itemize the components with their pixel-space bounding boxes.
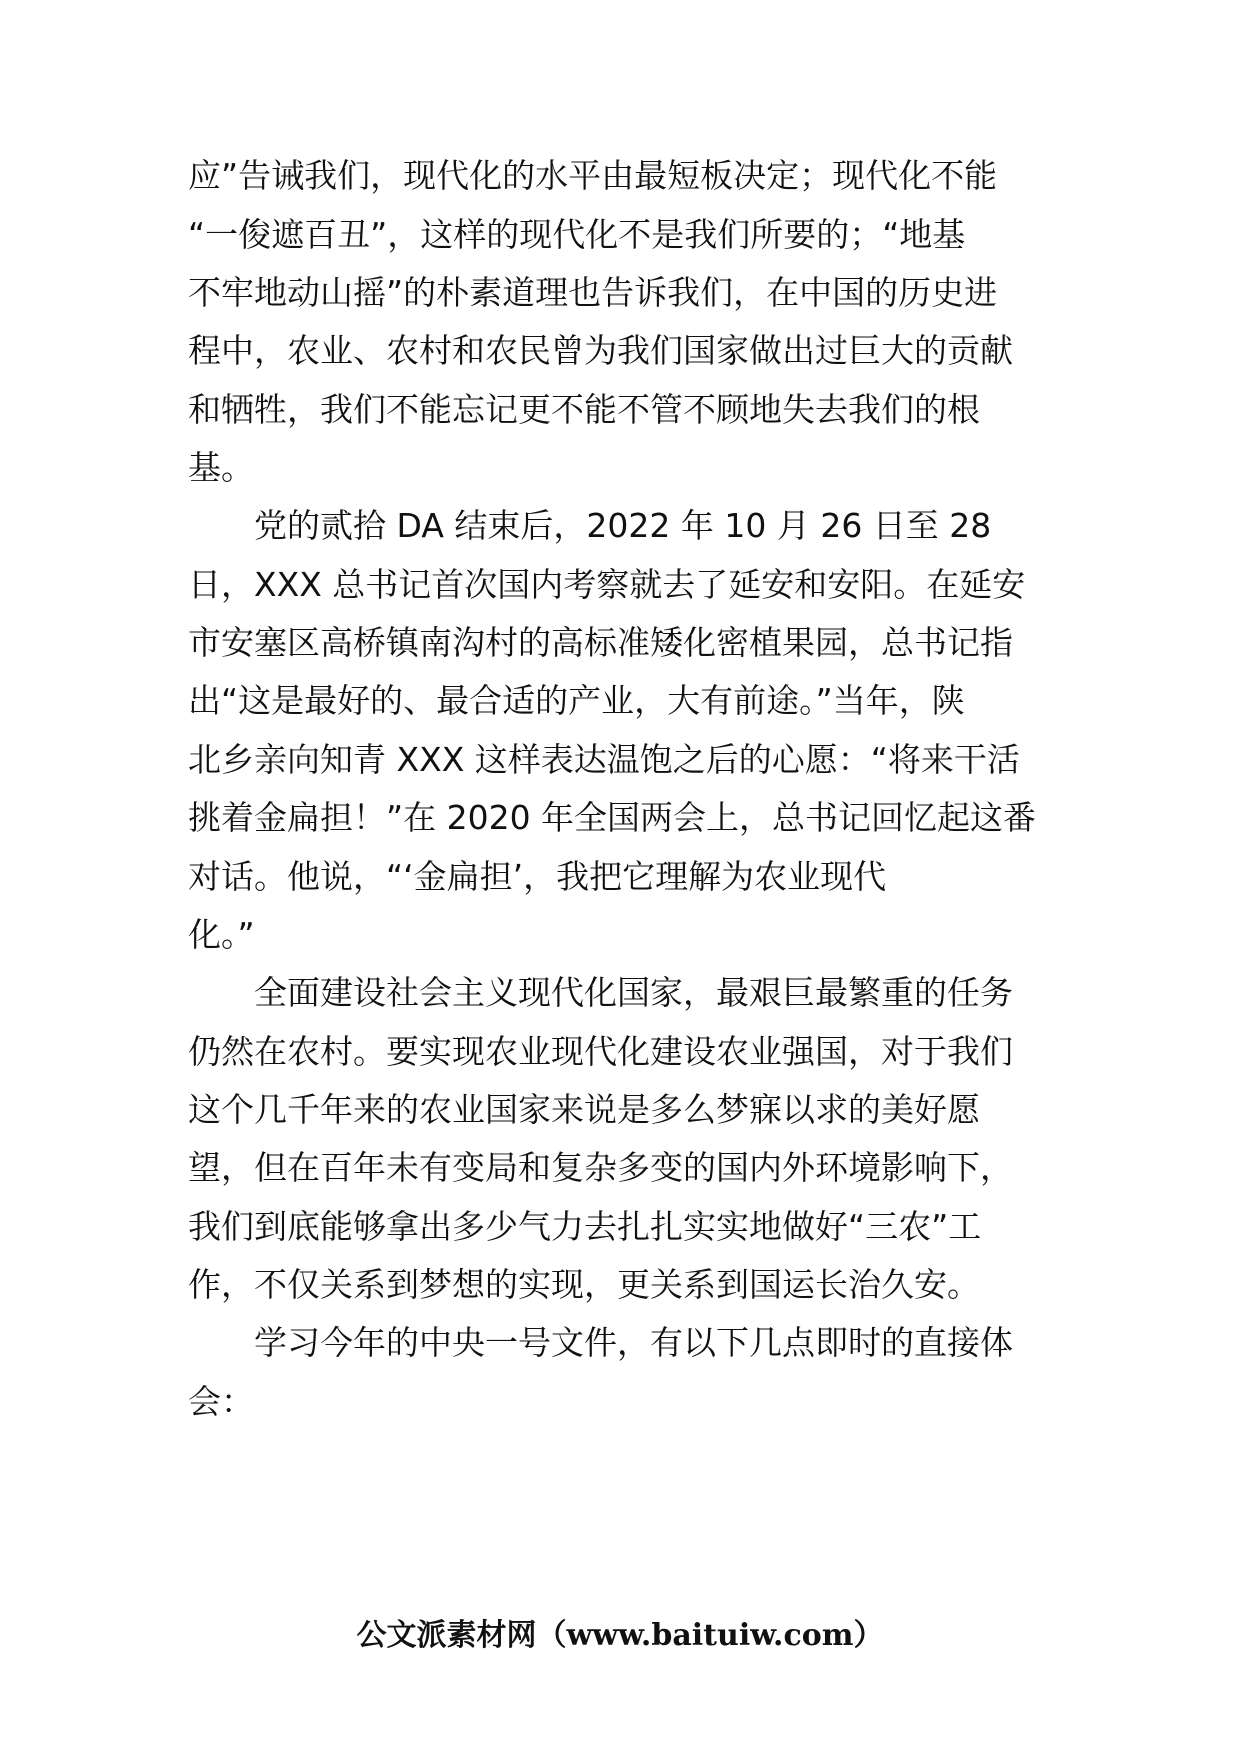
- footer-source-text: 公文派素材网（www.baituiw.com）: [356, 1618, 884, 1653]
- text-line: 程中，农业、农村和农民曾为我们国家做出过巨大的贡献: [188, 331, 1013, 370]
- text-line: 日，XXX 总书记首次国内考察就去了延安和安阳。在延安: [188, 565, 1026, 604]
- text-line: 望，但在百年未有变局和复杂多变的国内外环境影响下，: [188, 1148, 1013, 1187]
- text-line: 我们到底能够拿出多少气力去扎扎实实地做好“三农”工: [188, 1207, 982, 1246]
- text-line: 全面建设社会主义现代化国家，最艰巨最繁重的任务: [254, 973, 1013, 1012]
- text-line: 化。”: [188, 915, 255, 954]
- text-line: 仍然在农村。要实现农业现代化建设农业强国，对于我们: [188, 1032, 1013, 1071]
- text-line: 应”告诫我们，现代化的水平由最短板决定；现代化不能: [188, 156, 998, 195]
- text-line: 会：: [188, 1382, 254, 1421]
- text-line: “一俊遮百丑”，这样的现代化不是我们所要的；“地基: [188, 215, 966, 254]
- text-line: 北乡亲向知青 XXX 这样表达温饱之后的心愿：“将来干活: [188, 740, 1020, 779]
- text-line: 对话。他说，“‘金扁担’，我把它理解为农业现代: [188, 857, 887, 896]
- text-line: 党的贰拾 DA 结束后，2022 年 10 月 26 日至 28: [254, 506, 992, 545]
- text-line: 基。: [188, 448, 254, 487]
- text-line: 市安塞区高桥镇南沟村的高标准矮化密植果园，总书记指: [188, 623, 1013, 662]
- text-line: 作，不仅关系到梦想的实现，更关系到国运长治久安。: [188, 1265, 980, 1304]
- text-line: 这个几千年来的农业国家来说是多么梦寐以求的美好愿: [188, 1090, 980, 1129]
- text-line: 挑着金扁担！”在 2020 年全国两会上，总书记回忆起这番: [188, 798, 1037, 837]
- text-line: 学习今年的中央一号文件，有以下几点即时的直接体: [254, 1323, 1013, 1362]
- text-line: 和牺牲，我们不能忘记更不能不管不顾地失去我们的根: [188, 390, 980, 429]
- text-line: 出“这是最好的、最合适的产业，大有前途。”当年，陕: [188, 681, 965, 720]
- text-line: 不牢地动山摇”的朴素道理也告诉我们，在中国的历史进: [188, 273, 998, 312]
